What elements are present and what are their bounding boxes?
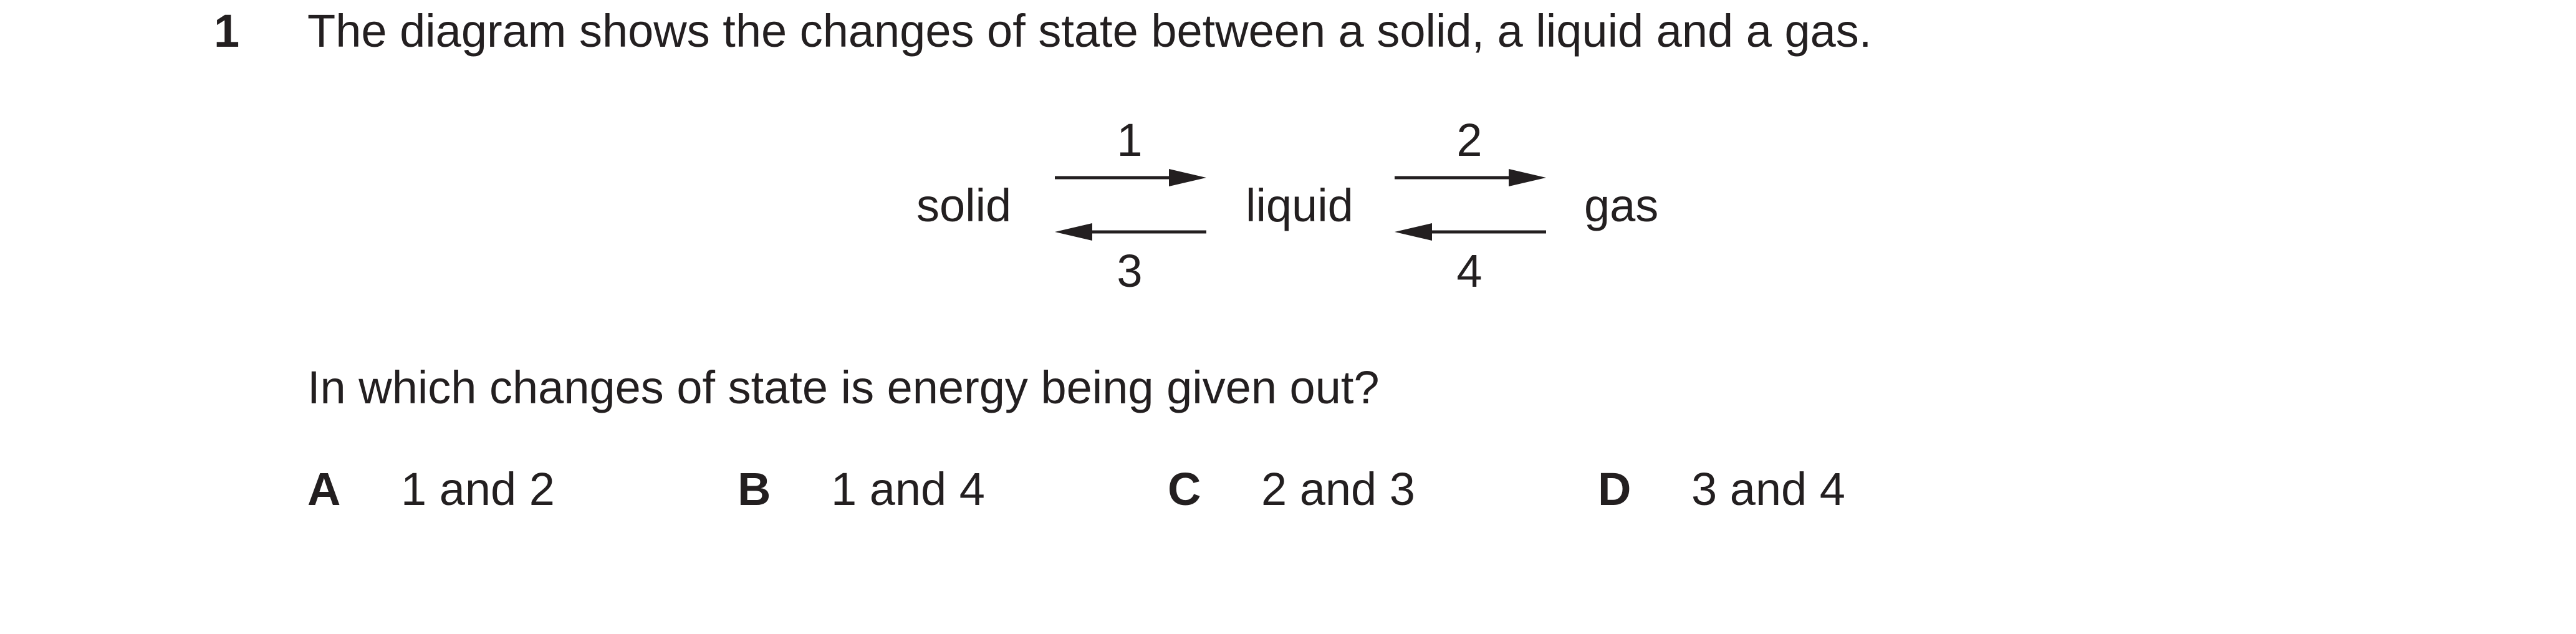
state-label-solid: solid [916,180,1012,231]
arrow-1-right [1055,169,1206,186]
arrow-label-3: 3 [1117,245,1143,297]
option-letter: C [1168,463,1201,515]
option-letter: B [738,463,771,515]
option-letter: A [307,463,341,515]
option-text: 2 and 3 [1261,463,1415,515]
arrow-4-left [1395,223,1546,241]
question-prompt: In which changes of state is energy being given out? [307,362,1380,413]
option-text: 3 and 4 [1691,463,1845,515]
question-number: 1 [214,5,240,57]
arrow-label-4: 4 [1456,245,1483,297]
arrow-label-2: 2 [1456,114,1483,166]
state-label-gas: gas [1584,180,1659,231]
question-stem: The diagram shows the changes of state between a solid, a liquid and a gas. [307,5,1872,57]
arrow-3-left [1055,223,1206,241]
option-text: 1 and 4 [831,463,985,515]
option-letter: D [1598,463,1632,515]
arrow-label-1: 1 [1117,114,1143,166]
state-label-liquid: liquid [1246,180,1353,231]
arrow-2-right [1395,169,1546,186]
option-text: 1 and 2 [401,463,555,515]
